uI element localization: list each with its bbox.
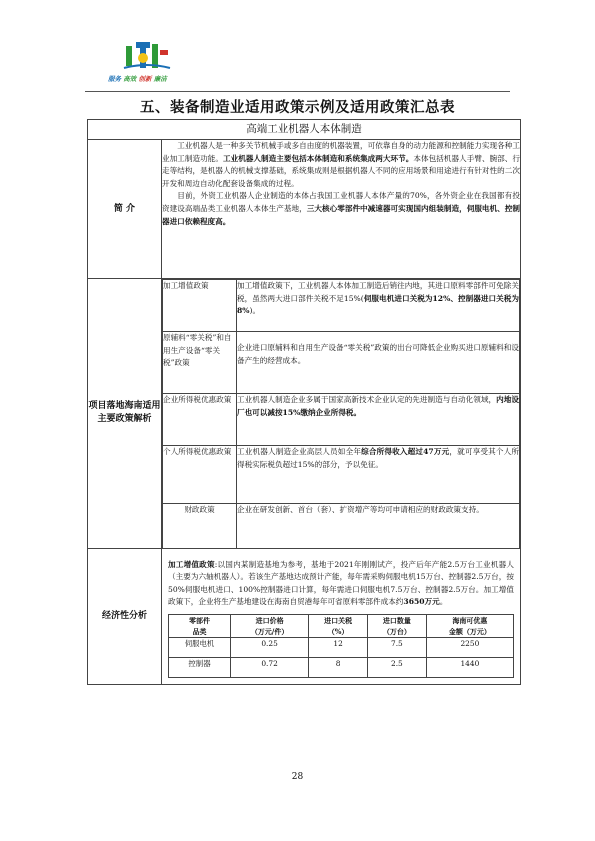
policy-summary-table: [87, 119, 521, 685]
policy-text: 加工增值政策下，工业机器人本体加工制造后销往内地，其进口原料零部件可免除关税，虽然两大进口部件关税不足15%(伺服电机进口关税为12%、控制器进口关税为8%)。: [237, 280, 520, 332]
econ-header: 进口关税 （%）: [309, 614, 368, 637]
logo-mark-icon: [122, 40, 172, 72]
policy-row: [163, 332, 520, 394]
page-heading: 五、装备制造业适用政策示例及适用政策汇总表: [140, 99, 455, 116]
econ-header: 进口数量 （万台）: [367, 614, 426, 637]
intro-paragraph-2: 目前，外资工业机器人企业制造的本体占我国工业机器人本体产量的70%，各外资企业在我国都有投资建设高端品类工业机器人本体生产基地，三大核心零部件中减速器可实现国内组装制造，伺服电机、控制器进口依赖程度高。: [162, 191, 520, 226]
intro-paragraph-1: 工业机器人是一种多关节机械手或多自由度的机器装置，可依靠自身的动力能源和控制能力实现各种工业加工制造功能。工业机器人制造主要包括本体制造和系统集成两大环节。本体包括机器人手臂、腕部、行走等结构，是机器人的机械支撑基础，系统集成则是根据机器人不同的应用场景和用途进行有针对性的二次开发和周边自动化配套设备集成的过程。: [162, 141, 521, 188]
table-cell: 伺服电机: [169, 637, 231, 657]
table-row: [169, 657, 514, 677]
policy-row: [163, 280, 520, 332]
policy-row: [163, 504, 520, 548]
intro-content: [162, 140, 521, 279]
table-row: [169, 637, 514, 657]
logo-slogan: 服务 高效 创新 廉洁: [108, 75, 167, 83]
econ-label: 经济性分析: [88, 548, 162, 684]
policy-row: [163, 446, 520, 504]
table-cell: 8: [309, 657, 368, 677]
econ-content: [162, 548, 521, 684]
table-title: 高端工业机器人本体制造: [88, 120, 521, 140]
table-cell: 12: [309, 637, 368, 657]
policy-text: 企业进口原辅料和自用生产设备“零关税”政策的出台可降低企业购买进口原辅料和设备产生的经营成本。: [237, 332, 520, 394]
table-cell: 控制器: [169, 657, 231, 677]
policy-content: [162, 279, 521, 549]
econ-header: 零部件 品类: [169, 614, 231, 637]
econ-header: 进口价格 （万元/件）: [231, 614, 309, 637]
table-cell: 2.5: [367, 657, 426, 677]
policy-label: 项目落地海南适用主要政策解析: [88, 279, 162, 549]
econ-header: 海南可优惠 金额（万元）: [426, 614, 513, 637]
table-cell: 1440: [426, 657, 513, 677]
policy-name: 个人所得税优惠政策: [163, 446, 237, 504]
header-divider: [85, 91, 510, 92]
table-cell: 0.25: [231, 637, 309, 657]
intro-label: 简 介: [88, 140, 162, 279]
econ-paragraph: 加工增值政策:以国内某制造基地为参考，基地于2021年刚刚试产，投产后年产能2.5万台工业机器人（主要为六轴机器人）。若该生产基地达成预计产能，每年需采购伺服电机15万台、控制器2.5万台，按50%伺服电机进口、100%控制器进口计算，每年需进口伺服电机7.5万台、控制器2.5万台。加工增值政策下，企业将生产基地建设在海南自贸港每年可省原料零部件成本约3650万元。: [168, 559, 514, 607]
policy-text: 企业在研发创新、首台（套）、扩资增产等均可申请相应的财政政策支持。: [237, 504, 520, 548]
econ-header-row: [169, 614, 514, 637]
policy-text: 工业机器人制造企业高层人员如全年综合所得收入超过47万元，就可享受其个人所得税实际税负超过15%的部分，予以免征。: [237, 446, 520, 504]
table-cell: 2250: [426, 637, 513, 657]
policy-row: [163, 394, 520, 446]
table-cell: 7.5: [367, 637, 426, 657]
policy-text: 工业机器人制造企业多属于国家高新技术企业认定的先进制造与自动化领域，内地设厂也可以减按15%缴纳企业所得税。: [237, 394, 520, 446]
page-number: 28: [291, 772, 304, 782]
econ-data-table: [168, 614, 514, 678]
logo: [108, 40, 188, 90]
policy-name: 加工增值政策: [163, 280, 237, 332]
policy-name: 财政政策: [163, 504, 237, 548]
policy-list: [162, 279, 520, 548]
policy-name: 企业所得税优惠政策: [163, 394, 237, 446]
policy-name: 原辅料“零关税”和自用生产设备“零关税”政策: [163, 332, 237, 394]
table-cell: 0.72: [231, 657, 309, 677]
